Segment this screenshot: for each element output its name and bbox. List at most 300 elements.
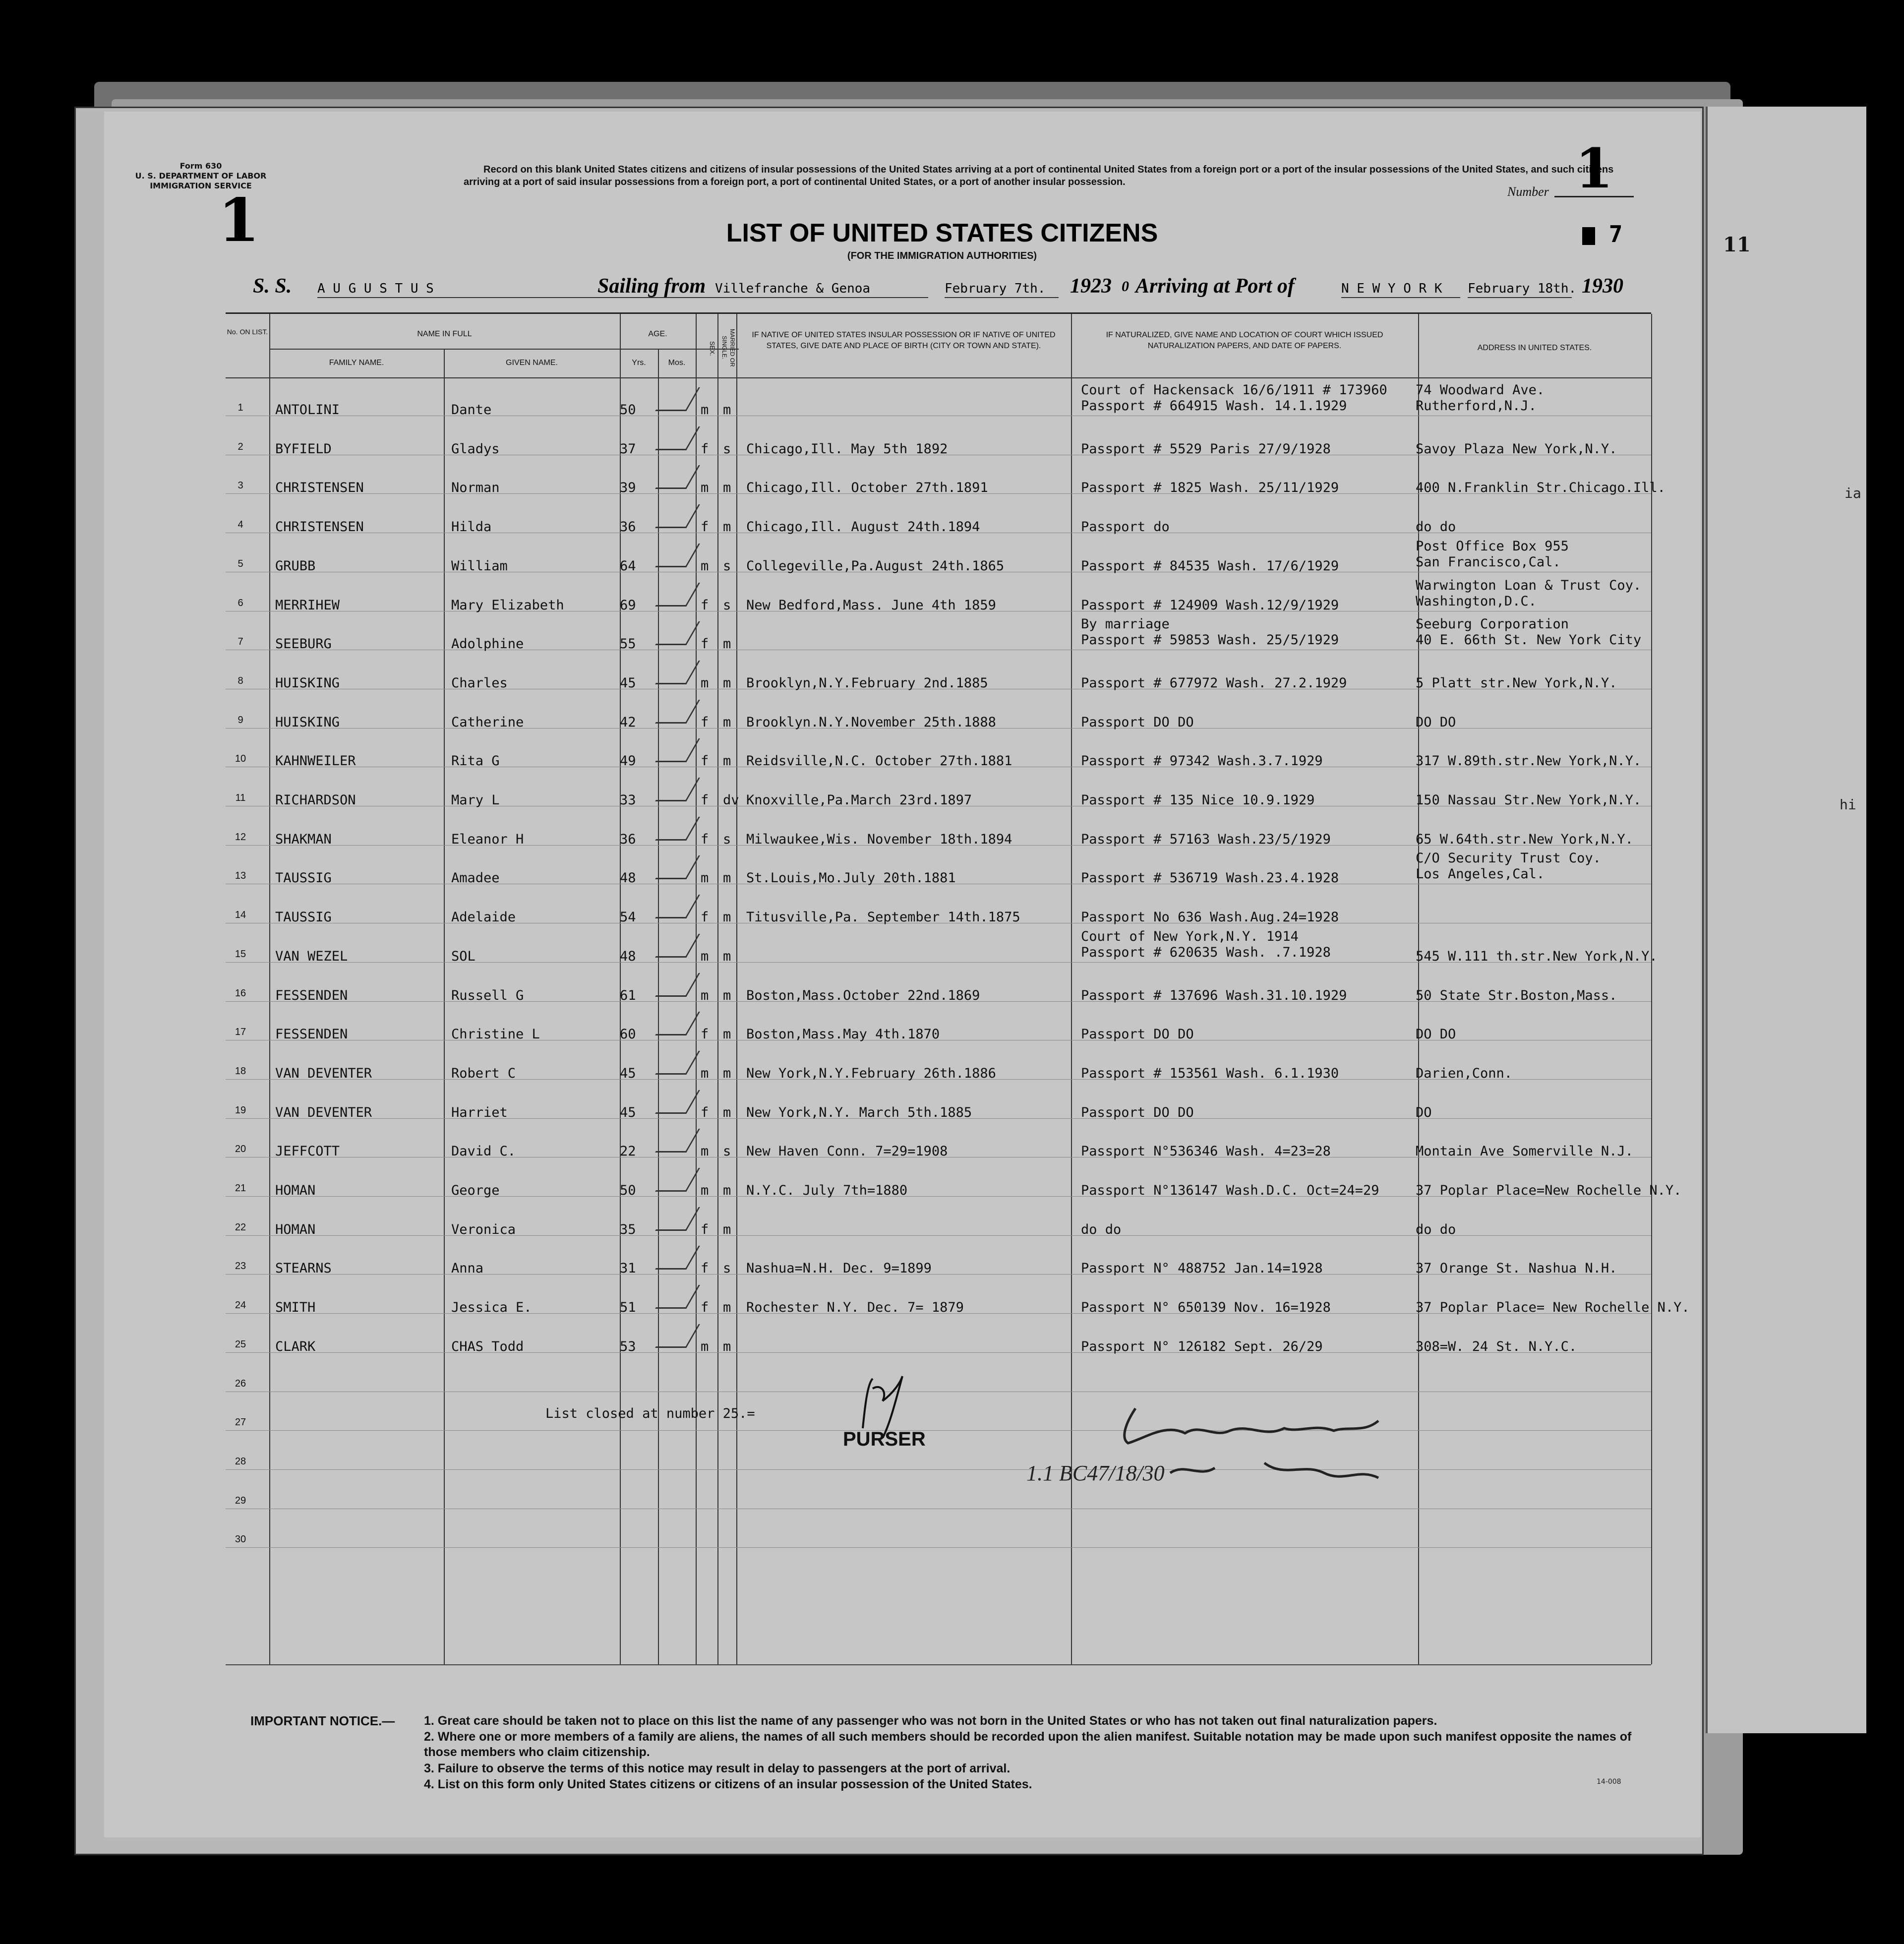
naturalization-line: Passport # 57163 Wash.23/5/1929 xyxy=(1081,831,1331,847)
adjacent-page-fragment: ia xyxy=(1844,485,1861,501)
list-closed-note: List closed at number 25.= xyxy=(545,1406,755,1421)
naturalization xyxy=(1081,1144,1331,1159)
us-address xyxy=(1416,1144,1633,1159)
age-years: 50 xyxy=(620,402,636,418)
address-line: 545 W.111 th.str.New York,N.Y. xyxy=(1416,948,1658,964)
age-years: 45 xyxy=(620,1065,636,1081)
marital-status: m xyxy=(723,636,731,652)
family-name: BYFIELD xyxy=(275,441,332,457)
notice-item: 3. Failure to observe the terms of this notice may result in delay to passengers at the port of arrival. xyxy=(424,1762,1011,1775)
table-row xyxy=(226,1041,1651,1080)
arrival-date: February 18th. xyxy=(1468,281,1572,298)
address-line: 317 W.89th.str.New York,N.Y. xyxy=(1416,753,1642,769)
us-address xyxy=(1416,1027,1456,1042)
row-number: 30 xyxy=(235,1534,246,1545)
inspector-note: 1.1 BC47/18/30 xyxy=(1026,1461,1165,1485)
family-name: JEFFCOTT xyxy=(275,1144,340,1159)
address-line: Post Office Box 955 xyxy=(1416,538,1569,554)
row-number: 27 xyxy=(235,1417,246,1428)
family-name: GRUBB xyxy=(275,558,316,574)
table-row xyxy=(226,1314,1651,1353)
table-row xyxy=(226,1080,1651,1119)
given-name: Catherine xyxy=(451,714,524,730)
naturalization xyxy=(1081,480,1339,495)
age-years: 31 xyxy=(620,1261,636,1276)
family-name: FESSENDEN xyxy=(275,987,348,1003)
sex: m xyxy=(701,1183,709,1198)
family-name: STEARNS xyxy=(275,1261,332,1276)
birth-place-date: Boston,Mass.May 4th.1870 xyxy=(746,1027,940,1042)
family-name: HUISKING xyxy=(275,714,340,730)
family-name: HUISKING xyxy=(275,675,340,691)
given-name: Hilda xyxy=(451,519,492,535)
naturalization-line: Passport # 677972 Wash. 27.2.1929 xyxy=(1081,675,1347,691)
table-row xyxy=(226,573,1651,611)
naturalization-line: do do xyxy=(1081,1221,1122,1237)
age-years: 51 xyxy=(620,1300,636,1316)
marital-status: s xyxy=(723,831,731,847)
age-years: 45 xyxy=(620,675,636,691)
naturalization-line: Passport # 137696 Wash.31.10.1929 xyxy=(1081,987,1347,1003)
family-name: MERRIHEW xyxy=(275,597,340,613)
table-row xyxy=(226,417,1651,455)
notice-heading: IMPORTANT NOTICE.— xyxy=(250,1713,395,1728)
birth-place-date: N.Y.C. July 7th=1880 xyxy=(746,1183,908,1198)
naturalization xyxy=(1081,910,1339,925)
naturalization xyxy=(1081,1300,1331,1315)
marital-status: m xyxy=(723,948,731,964)
family-name: SEEBURG xyxy=(275,636,332,652)
birth-place-date: Rochester N.Y. Dec. 7= 1879 xyxy=(746,1300,964,1316)
header-birth: IF NATIVE OF UNITED STATES INSULAR POSSESSION OR IF NATIVE OF UNITED STATES, GIVE DATE AND PLACE OF BIRTH (CITY OR TOWN AND STATE). xyxy=(752,331,1056,350)
sex: m xyxy=(701,1144,709,1159)
sex: m xyxy=(701,1065,709,1081)
sex: f xyxy=(701,1300,709,1316)
age-years: 33 xyxy=(620,792,636,808)
form-code: 14-008 xyxy=(1597,1778,1621,1786)
age-years: 54 xyxy=(620,910,636,925)
given-name: Adelaide xyxy=(451,910,516,925)
given-name: Mary Elizabeth xyxy=(451,597,564,613)
birth-place-date: Milwaukee,Wis. November 18th.1894 xyxy=(746,831,1012,847)
address-line: Washington,D.C. xyxy=(1416,593,1537,609)
row-rule xyxy=(226,1547,1651,1548)
sex: f xyxy=(701,636,709,652)
given-name: Rita G xyxy=(451,753,500,769)
given-name: Gladys xyxy=(451,441,500,457)
sex: m xyxy=(701,558,709,574)
address-line: Montain Ave Somerville N.J. xyxy=(1416,1144,1633,1159)
age-years: 60 xyxy=(620,1027,636,1042)
row-number: 26 xyxy=(235,1378,246,1389)
table-row xyxy=(226,768,1651,806)
birth-place-date: New Bedford,Mass. June 4th 1859 xyxy=(746,597,996,613)
given-name: Robert C xyxy=(451,1065,516,1081)
row-number: 25 xyxy=(235,1338,246,1350)
marital-status: m xyxy=(723,480,731,496)
age-years: 35 xyxy=(620,1221,636,1237)
family-name: SHAKMAN xyxy=(275,831,332,847)
family-name: TAUSSIG xyxy=(275,910,332,925)
marital-status: m xyxy=(723,714,731,730)
checkmark-icon xyxy=(655,778,700,801)
column-divider xyxy=(1651,314,1652,1664)
row-number: 19 xyxy=(235,1104,246,1116)
checkmark-icon xyxy=(655,465,700,489)
naturalization-line: Passport # 59853 Wash. 25/5/1929 xyxy=(1081,632,1339,648)
table-row xyxy=(226,1236,1651,1275)
naturalization-line: Passport DO DO xyxy=(1081,714,1194,730)
age-years: 50 xyxy=(620,1183,636,1198)
checkmark-icon xyxy=(655,621,700,645)
checkmark-icon xyxy=(655,934,700,958)
sailing-label: Sailing from xyxy=(597,275,706,298)
age-years: 39 xyxy=(620,480,636,496)
header-age: AGE. xyxy=(648,330,667,338)
checkmark-icon xyxy=(655,387,700,411)
page-title: LIST OF UNITED STATES CITIZENS xyxy=(726,219,1158,247)
us-address xyxy=(1416,1222,1456,1237)
row-number: 20 xyxy=(235,1144,246,1155)
age-years: 36 xyxy=(620,831,636,847)
age-years: 48 xyxy=(620,870,636,886)
given-name: Mary L xyxy=(451,792,500,808)
checkmark-icon xyxy=(655,700,700,724)
address-line: 65 W.64th.str.New York,N.Y. xyxy=(1416,831,1633,847)
address-line: Seeburg Corporation xyxy=(1416,616,1569,632)
sex: m xyxy=(701,675,709,691)
address-line: do do xyxy=(1416,1221,1456,1237)
us-address xyxy=(1416,1066,1512,1081)
us-address xyxy=(1416,480,1666,495)
naturalization-line: Passport # 620635 Wash. .7.1928 xyxy=(1081,944,1331,960)
naturalization xyxy=(1081,1183,1379,1198)
row-number: 22 xyxy=(235,1221,246,1233)
address-line: 50 State Str.Boston,Mass. xyxy=(1416,987,1617,1003)
checkmark-icon xyxy=(655,504,700,528)
checkmark-icon xyxy=(655,855,700,879)
birth-place-date: St.Louis,Mo.July 20th.1881 xyxy=(746,870,956,886)
address-line: Savoy Plaza New York,N.Y. xyxy=(1416,441,1617,457)
us-address xyxy=(1416,441,1617,457)
family-name: ANTOLINI xyxy=(275,402,340,418)
table-row xyxy=(226,885,1651,923)
row-number: 2 xyxy=(238,441,243,452)
checkmark-icon xyxy=(655,817,700,841)
table-row xyxy=(226,611,1651,650)
table-row xyxy=(226,690,1651,729)
address-line: Darien,Conn. xyxy=(1416,1065,1513,1081)
ship-name: A U G U S T U S xyxy=(317,281,823,298)
naturalization-line: Passport do xyxy=(1081,519,1170,535)
row-number: 9 xyxy=(238,714,243,726)
given-name: William xyxy=(451,558,508,574)
naturalization xyxy=(1081,792,1314,808)
marital-status: m xyxy=(723,1065,731,1081)
us-address xyxy=(1416,616,1641,648)
marital-status: m xyxy=(723,519,731,535)
naturalization-line: Court of Hackensack 16/6/1911 # 173960 xyxy=(1081,382,1387,398)
row-number: 23 xyxy=(235,1261,246,1272)
us-address xyxy=(1416,850,1601,882)
sex: m xyxy=(701,870,709,886)
given-name: Adolphine xyxy=(451,636,524,652)
form-number: Form 630 xyxy=(179,161,222,171)
us-address xyxy=(1416,519,1456,535)
row-number: 4 xyxy=(238,519,243,531)
naturalization xyxy=(1081,675,1347,691)
naturalization xyxy=(1081,616,1339,648)
naturalization-line: Passport # 124909 Wash.12/9/1929 xyxy=(1081,597,1339,613)
table-row xyxy=(226,455,1666,496)
header-sex: SEX. xyxy=(709,341,716,356)
marital-status: m xyxy=(723,753,731,769)
adjacent-page xyxy=(1706,107,1866,1733)
marital-status: m xyxy=(723,1183,731,1198)
given-name: CHAS Todd xyxy=(451,1338,524,1354)
table-row xyxy=(226,963,1651,1002)
checkmark-icon xyxy=(655,973,700,997)
naturalization xyxy=(1081,715,1194,730)
birth-place-date: Brooklyn.N.Y.November 25th.1888 xyxy=(746,714,996,730)
marital-status: m xyxy=(723,1104,731,1120)
adjacent-page-fragment: hi xyxy=(1840,796,1856,813)
age-years: 42 xyxy=(620,714,636,730)
table-row xyxy=(226,1392,1651,1431)
us-address xyxy=(1416,988,1617,1003)
naturalization xyxy=(1081,441,1331,457)
sex: f xyxy=(701,441,709,457)
address-line: 37 Orange St. Nashua N.H. xyxy=(1416,1261,1617,1276)
row-number: 1 xyxy=(238,402,243,413)
checkmark-icon xyxy=(655,426,700,450)
marital-status: m xyxy=(723,1338,731,1354)
marital-status: m xyxy=(723,402,731,418)
department: U. S. DEPARTMENT OF LABOR xyxy=(135,171,267,181)
checkmark-icon xyxy=(655,1207,700,1231)
naturalization xyxy=(1081,382,1387,414)
us-address xyxy=(1416,1300,1690,1315)
us-address xyxy=(1416,949,1658,964)
row-number: 16 xyxy=(235,987,246,999)
marital-status: m xyxy=(723,1221,731,1237)
table-row xyxy=(226,494,1651,533)
table-row xyxy=(226,1275,1690,1316)
sex: f xyxy=(701,910,709,925)
table-row xyxy=(226,1002,1651,1040)
checkmark-icon xyxy=(655,1168,700,1192)
family-name: KAHNWEILER xyxy=(275,753,356,769)
naturalization-line: Passport N° 650139 Nov. 16=1928 xyxy=(1081,1300,1331,1316)
address-line: DO DO xyxy=(1416,1027,1456,1042)
age-years: 36 xyxy=(620,519,636,535)
family-name: TAUSSIG xyxy=(275,870,332,886)
black-box-icon xyxy=(1582,227,1595,245)
checkmark-icon xyxy=(655,1012,700,1035)
table-row xyxy=(226,1353,1651,1392)
table-row xyxy=(226,1431,1651,1470)
given-name: Amadee xyxy=(451,870,500,886)
us-address xyxy=(1416,1183,1681,1198)
naturalization-line: Passport # 5529 Paris 27/9/1928 xyxy=(1081,441,1331,457)
given-name: Anna xyxy=(451,1261,484,1276)
birth-place-date: Boston,Mass.October 22nd.1869 xyxy=(746,987,980,1003)
age-years: 61 xyxy=(620,987,636,1003)
sex: m xyxy=(701,480,709,496)
arrival-year: 1930 xyxy=(1582,275,1623,298)
row-number: 14 xyxy=(235,910,246,921)
row-number: 28 xyxy=(235,1456,246,1467)
age-years: 64 xyxy=(620,558,636,574)
table-row xyxy=(226,534,1651,572)
family-name: VAN WEZEL xyxy=(275,948,348,964)
address-line: 37 Poplar Place=New Rochelle N.Y. xyxy=(1416,1183,1682,1198)
row-number: 6 xyxy=(238,597,243,608)
voyage-line xyxy=(253,274,1656,300)
arriving-label: Arriving at Port of xyxy=(1135,275,1295,298)
sex: f xyxy=(701,792,709,808)
row-number: 7 xyxy=(238,636,243,648)
given-name: David C. xyxy=(451,1144,516,1159)
checkmark-icon xyxy=(655,583,700,607)
address-line: Rutherford,N.J. xyxy=(1416,398,1537,414)
given-name: Eleanor H xyxy=(451,831,524,847)
row-number: 13 xyxy=(235,870,246,882)
naturalization xyxy=(1081,753,1323,769)
checkmark-icon xyxy=(655,738,700,762)
naturalization-line: Passport DO DO xyxy=(1081,1104,1194,1120)
passenger-table xyxy=(226,312,1690,1665)
sex: f xyxy=(701,1027,709,1042)
sex: m xyxy=(701,1338,709,1354)
us-address xyxy=(1416,715,1456,730)
checkmark-icon xyxy=(655,1324,700,1348)
naturalization-line: Passport # 536719 Wash.23.4.1928 xyxy=(1081,870,1339,886)
checkmark-icon xyxy=(655,544,700,567)
address-line: Warwington Loan & Trust Coy. xyxy=(1416,577,1642,593)
marital-status: m xyxy=(723,1300,731,1316)
given-name: Dante xyxy=(451,402,492,418)
naturalization-line: Passport N° 126182 Sept. 26/29 xyxy=(1081,1338,1323,1354)
marital-status: s xyxy=(723,1261,731,1276)
naturalization xyxy=(1081,558,1339,574)
service: IMMIGRATION SERVICE xyxy=(150,181,252,190)
us-address xyxy=(1416,753,1641,769)
notice-item: 4. List on this form only United States citizens or citizens of an insular possession of the United States. xyxy=(424,1777,1032,1791)
arrival-port: N E W Y O R K xyxy=(1341,281,1460,298)
age-years: 22 xyxy=(620,1144,636,1159)
header-yrs: Yrs. xyxy=(632,359,646,367)
marital-status: m xyxy=(723,870,731,886)
birth-place-date: Chicago,Ill. August 24th.1894 xyxy=(746,519,980,535)
naturalization-line: Passport N°536346 Wash. 4=23=28 xyxy=(1081,1144,1331,1159)
family-name: SMITH xyxy=(275,1300,316,1316)
birth-place-date: Reidsville,N.C. October 27th.1881 xyxy=(746,753,1012,769)
notice-item: 1. Great care should be taken not to place on this list the name of any passenger who was not born in the United States or who has not taken out final naturalization papers. xyxy=(424,1714,1437,1728)
family-name: CLARK xyxy=(275,1338,316,1354)
list-number: 1 xyxy=(1554,141,1634,197)
naturalization xyxy=(1081,988,1347,1003)
birth-place-date: Nashua=N.H. Dec. 9=1899 xyxy=(746,1261,932,1276)
age-years: 49 xyxy=(620,753,636,769)
marital-status: dv xyxy=(723,792,739,808)
naturalization xyxy=(1081,832,1331,847)
marital-status: m xyxy=(723,675,731,691)
naturalization xyxy=(1081,1027,1194,1042)
us-address xyxy=(1416,1261,1617,1276)
checkmark-icon xyxy=(655,1090,700,1114)
sex: f xyxy=(701,714,709,730)
given-name: Jessica E. xyxy=(451,1300,532,1316)
header-mos: Mos. xyxy=(668,359,686,367)
row-number: 21 xyxy=(235,1183,246,1194)
table-row xyxy=(226,1509,1651,1548)
birth-place-date: Titusville,Pa. September 14th.1875 xyxy=(746,910,1020,925)
header-divider xyxy=(269,349,739,350)
corner-mark xyxy=(1579,221,1622,247)
row-number: 8 xyxy=(238,675,243,686)
family-name: FESSENDEN xyxy=(275,1027,348,1042)
naturalization xyxy=(1081,1339,1323,1354)
row-number: 5 xyxy=(238,558,243,569)
departure-year: 1923 xyxy=(1070,275,1112,298)
family-name: HOMAN xyxy=(275,1221,316,1237)
family-name: VAN DEVENTER xyxy=(275,1065,372,1081)
naturalization-line: Passport N° 488752 Jan.14=1928 xyxy=(1081,1261,1323,1276)
sex: f xyxy=(701,519,709,535)
age-years: 37 xyxy=(620,441,636,457)
address-line: 150 Nassau Str.New York,N.Y. xyxy=(1416,792,1642,808)
checkmark-icon xyxy=(655,895,700,918)
us-address xyxy=(1416,675,1617,691)
given-name: SOL xyxy=(451,948,476,964)
sex: m xyxy=(701,402,709,418)
naturalization-line: By marriage xyxy=(1081,616,1170,632)
address-line: 40 E. 66th St. New York City xyxy=(1416,632,1642,648)
row-number: 18 xyxy=(235,1065,246,1077)
number-label: Number xyxy=(1507,184,1549,199)
naturalization xyxy=(1081,870,1339,886)
age-years: 45 xyxy=(620,1104,636,1120)
naturalization xyxy=(1081,1066,1339,1081)
checkmark-icon xyxy=(655,661,700,684)
naturalization-line: Passport # 1825 Wash. 25/11/1929 xyxy=(1081,480,1339,496)
table-row xyxy=(226,651,1651,689)
marital-status: s xyxy=(723,1144,731,1159)
birth-place-date: Chicago,Ill. May 5th 1892 xyxy=(746,441,948,457)
naturalization xyxy=(1081,519,1170,535)
naturalization-line: Passport # 664915 Wash. 14.1.1929 xyxy=(1081,398,1347,414)
checkmark-icon xyxy=(655,1246,700,1270)
age-years: 53 xyxy=(620,1338,636,1354)
page-subtitle: (FOR THE IMMIGRATION AUTHORITIES) xyxy=(847,250,1037,261)
table-row xyxy=(226,924,1658,964)
adjacent-page-number: 11 xyxy=(1723,233,1751,256)
naturalization-line: Court of New York,N.Y. 1914 xyxy=(1081,928,1299,944)
sex: m xyxy=(701,948,709,964)
address-line: 308=W. 24 St. N.Y.C. xyxy=(1416,1338,1577,1354)
table-row xyxy=(226,807,1651,846)
us-address xyxy=(1416,792,1641,808)
departure-port: Villefranche & Genoa xyxy=(715,281,928,298)
header-no: No. ON LIST. xyxy=(227,328,268,336)
page-mark: 1 xyxy=(218,185,260,255)
corner-mark-digit: 7 xyxy=(1608,221,1623,247)
naturalization xyxy=(1081,1105,1194,1120)
us-address xyxy=(1416,832,1633,847)
row-number: 10 xyxy=(235,753,246,765)
row-number: 3 xyxy=(238,480,243,491)
